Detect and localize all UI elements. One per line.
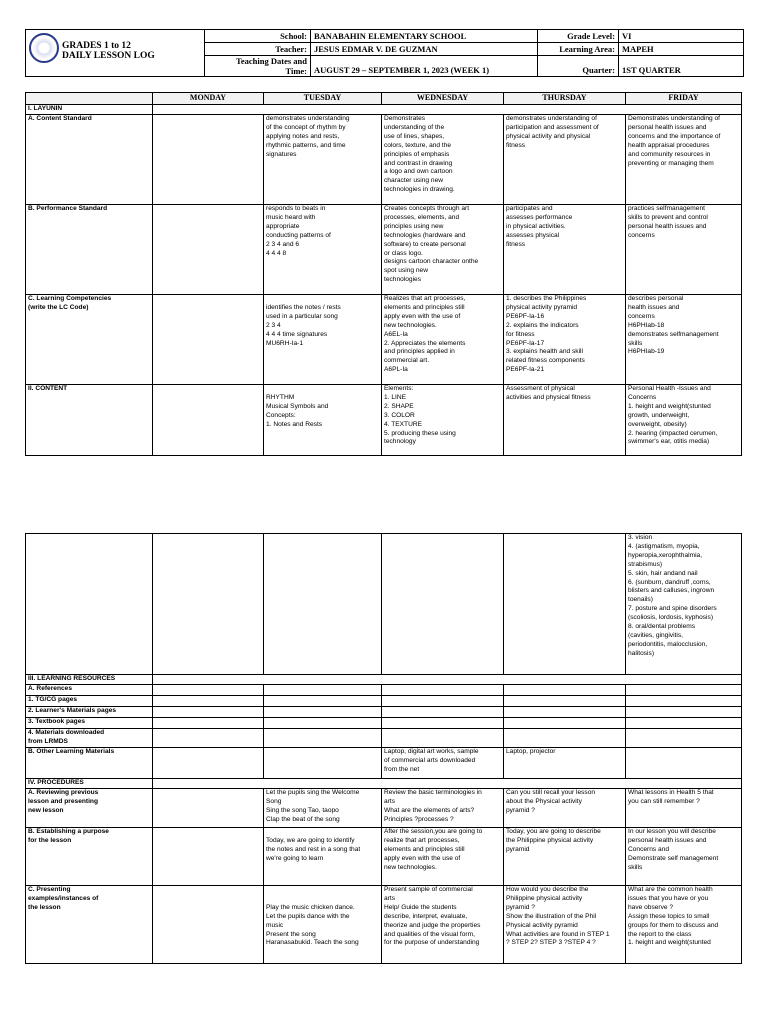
table-cell: [626, 696, 742, 707]
table-cell: responds to beats in music heard with appropriate conducting patterns of 2 3 4 and 6 4 4 4 8: [264, 205, 382, 295]
row-label: 2. Learner's Materials pages: [26, 707, 153, 718]
row-label: IV. PROCEDURES: [26, 779, 153, 789]
table-row: [26, 707, 742, 718]
dates-value: AUGUST 29 – SEPTEMBER 1, 2023 (WEEK 1): [311, 56, 538, 77]
table-cell: [382, 729, 504, 748]
day-header: THURSDAY: [504, 93, 626, 105]
day-header: WEDNESDAY: [382, 93, 504, 105]
table-cell: [264, 707, 382, 718]
table-cell: Laptop, digital art works, sample of commercial arts downloaded from the net: [382, 748, 504, 779]
teacher-label: Teacher:: [205, 43, 311, 56]
table-cell: [264, 718, 382, 729]
table-cell: [153, 696, 264, 707]
table-cell: Play the music chicken dance. Let the pupils dance with the music Present the song Haranasabukid. Teach the song: [264, 886, 382, 964]
table-row: [26, 748, 742, 779]
table-cell: practices selfmanagement skills to prevent and control personal health issues and concerns: [626, 205, 742, 295]
table-cell: RHYTHM Musical Symbols and Concepts: 1. Notes and Rests: [264, 385, 382, 456]
table-cell: [626, 729, 742, 748]
table-cell: Laptop, projector: [504, 748, 626, 779]
table-row: [26, 534, 742, 675]
table-cell: [153, 789, 264, 828]
table-row: [26, 729, 742, 748]
table-cell: [153, 718, 264, 729]
table-cell: [264, 685, 382, 696]
table-row: [26, 779, 742, 789]
row-label: B. Other Learning Materials: [26, 748, 153, 779]
school-value: BANABAHIN ELEMENTARY SCHOOL: [311, 30, 538, 43]
table-cell: [153, 729, 264, 748]
table-cell: [153, 675, 742, 685]
day-header: FRIDAY: [626, 93, 742, 105]
table-row: [26, 828, 742, 886]
day-header: TUESDAY: [264, 93, 382, 105]
table-cell: Personal Health -Issues and Concerns 1. height and weight(stunted growth, underweight, overweight, obesity) 2. hearing (impacted cerumen, swimmer's ear, otitis media): [626, 385, 742, 456]
table-row: [26, 115, 742, 205]
header-table: [25, 29, 744, 77]
table-cell: 3. vision 4. (astigmatism, myopia, hyperopia,xerophthalmia, strabismus) 5. skin, hair andand nail 6. (sunburn, dandruff ,corns, blisters and calluses, ingrown toenails) 7. posture and spine disorders (scoliosis, lordosis, kyphosis) 8. oral/dental problems (cavities, gingivitis, periodontitis, malocclusion, halitosis): [626, 534, 742, 675]
table-cell: demonstrates understanding of participation and assessment of physical activity and physical fitness: [504, 115, 626, 205]
table-cell: In our lesson you will describe personal health issues and Concerns and Demonstrate self management skills: [626, 828, 742, 886]
table-row: [26, 685, 742, 696]
table-cell: Review the basic terminologies in arts What are the elements of arts? Principles ?processes ?: [382, 789, 504, 828]
grade-value: VI: [619, 30, 744, 43]
table-cell: Today, we are going to identify the notes and rest in a song that we're going to learn: [264, 828, 382, 886]
table-cell: Present sample of commercial arts Help/ Guide the students describe, interpret, evaluate, theorize and judge the properties and qualities of the visual form, for the purpose of understanding: [382, 886, 504, 964]
table-cell: 1. describes the Philippines physical activity pyramid PE6PF-Ia-16 2. explains the indicators for fitness PE6PF-Ia-17 3. explains health and skill related fitness components PE6PF-Ia-21: [504, 295, 626, 385]
row-label: 1. TG/CG pages: [26, 696, 153, 707]
row-label: [26, 534, 153, 675]
table-cell: What are the common health issues that you have or you have observe ? Assign these topics to small groups for them to discuss and the report to the class 1. height and weight(stunted: [626, 886, 742, 964]
table-cell: [153, 828, 264, 886]
row-label: B. Establishing a purpose for the lesson: [26, 828, 153, 886]
table-cell: [382, 696, 504, 707]
table-cell: [153, 886, 264, 964]
table-row: [26, 205, 742, 295]
quarter-label: Quarter:: [538, 56, 619, 77]
table-cell: After the session,you are going to realize that art processes, elements and principles still apply even with the use of new technologies.: [382, 828, 504, 886]
table-cell: [264, 729, 382, 748]
table-cell: [153, 115, 264, 205]
table-cell: [153, 534, 264, 675]
table-row: [26, 718, 742, 729]
table-cell: [382, 685, 504, 696]
table-cell: [504, 707, 626, 718]
table-cell: [504, 685, 626, 696]
table-cell: Let the pupils sing the Welcome Song Sing the song Tao, taopo Clap the beat of the song: [264, 789, 382, 828]
table-cell: describes personal health issues and concerns H6PHIab-18 demonstrates selfmanagement skills H6PHIab-19: [626, 295, 742, 385]
table-cell: [504, 534, 626, 675]
table-row: [26, 886, 742, 964]
dates-label: Teaching Dates and Time:: [205, 56, 311, 77]
table-row: [26, 675, 742, 685]
row-label: A. Reviewing previous lesson and presenting new lesson: [26, 789, 153, 828]
table-cell: Demonstrates understanding of the use of lines, shapes, colors, texture, and the principles of emphasis and contrast in drawing a logo and own cartoon character using new technologies in drawing.: [382, 115, 504, 205]
table-cell: [153, 779, 742, 789]
grade-label: Grade Level:: [538, 30, 619, 43]
row-label: A. References: [26, 685, 153, 696]
table-cell: [504, 718, 626, 729]
table-cell: [153, 205, 264, 295]
table-cell: [504, 696, 626, 707]
table-cell: [626, 748, 742, 779]
title-line2: DAILY LESSON LOG: [62, 51, 155, 61]
table-row: [26, 789, 742, 828]
table-cell: [626, 707, 742, 718]
row-label: C. Presenting examples/instances of the lesson: [26, 886, 153, 964]
school-label: School:: [205, 30, 311, 43]
table-cell: [264, 534, 382, 675]
row-label: 3. Textbook pages: [26, 718, 153, 729]
table-cell: [382, 718, 504, 729]
table-cell: [153, 295, 264, 385]
logo-cell: [26, 30, 205, 77]
row-label: I. LAYUNIN: [26, 105, 153, 115]
lesson-table-page1: [25, 92, 742, 456]
row-label: II. CONTENT: [26, 385, 153, 456]
row-label: A. Content Standard: [26, 115, 153, 205]
table-cell: Realizes that art processes, elements and principles still apply even with the use of new technologies. A6EL-Ia 2. Appreciates the elements and principles applied in commercial art. A6PL-Ia: [382, 295, 504, 385]
table-cell: Can you still recall your lesson about the Physical activity pyramid ?: [504, 789, 626, 828]
table-cell: How would you describe the Philippine physical activity pyramid ? Show the illustration of the Phil Physical activity pyramid What activities are found in STEP 1 ? STEP 2? STEP 3 ?STEP 4 ?: [504, 886, 626, 964]
table-row: [26, 105, 742, 115]
table-cell: [153, 707, 264, 718]
table-cell: [153, 105, 742, 115]
table-cell: Demonstrates understanding of personal health issues and concerns and the importance of health appraisal procedures and community resources in preventing or managing them: [626, 115, 742, 205]
table-row: [26, 385, 742, 456]
table-row: [26, 696, 742, 707]
row-label: B. Performance Standard: [26, 205, 153, 295]
row-label: 4. Materials downloaded from LRMDS: [26, 729, 153, 748]
table-cell: Today, you are going to describe the Philippine physical activity pyramid: [504, 828, 626, 886]
table-row: [26, 295, 742, 385]
table-cell: [264, 748, 382, 779]
quarter-value: 1ST QUARTER: [619, 56, 744, 77]
deped-seal-icon: [29, 33, 59, 63]
table-cell: demonstrates understanding of the concept of rhythm by applying notes and rests, rhythmic patterns, and time signatures: [264, 115, 382, 205]
area-label: Learning Area:: [538, 43, 619, 56]
row-label: III. LEARNING RESOURCES: [26, 675, 153, 685]
title-line1: GRADES 1 to 12: [62, 41, 131, 51]
table-cell: [626, 685, 742, 696]
area-value: MAPEH: [619, 43, 744, 56]
lesson-table-page2: [25, 533, 742, 964]
days-corner: [26, 93, 153, 105]
table-cell: [153, 748, 264, 779]
table-cell: participates and assesses performance in physical activities. assesses physical fitness: [504, 205, 626, 295]
table-cell: [153, 385, 264, 456]
table-cell: Elements: 1. LINE 2. SHAPE 3. COLOR 4. TEXTURE 5. producing these using technology: [382, 385, 504, 456]
day-header: MONDAY: [153, 93, 264, 105]
table-cell: Creates concepts through art processes, elements, and principles using new technologies (hardware and software) to create personal or class logo. designs cartoon character onthe spot using new technologies: [382, 205, 504, 295]
table-cell: [264, 696, 382, 707]
table-cell: [382, 707, 504, 718]
teacher-value: JESUS EDMAR V. DE GUZMAN: [311, 43, 538, 56]
table-cell: [153, 685, 264, 696]
table-cell: identifies the notes / rests used in a particular song 2 3 4 4 4 4 time signatures MU6RH-Ia-1: [264, 295, 382, 385]
table-cell: [504, 729, 626, 748]
table-cell: Assessment of physical activities and physical fitness: [504, 385, 626, 456]
table-cell: [626, 718, 742, 729]
row-label: C. Learning Competencies (write the LC Code): [26, 295, 153, 385]
table-cell: What lessons in Health 5 that you can still remember ?: [626, 789, 742, 828]
table-cell: [382, 534, 504, 675]
